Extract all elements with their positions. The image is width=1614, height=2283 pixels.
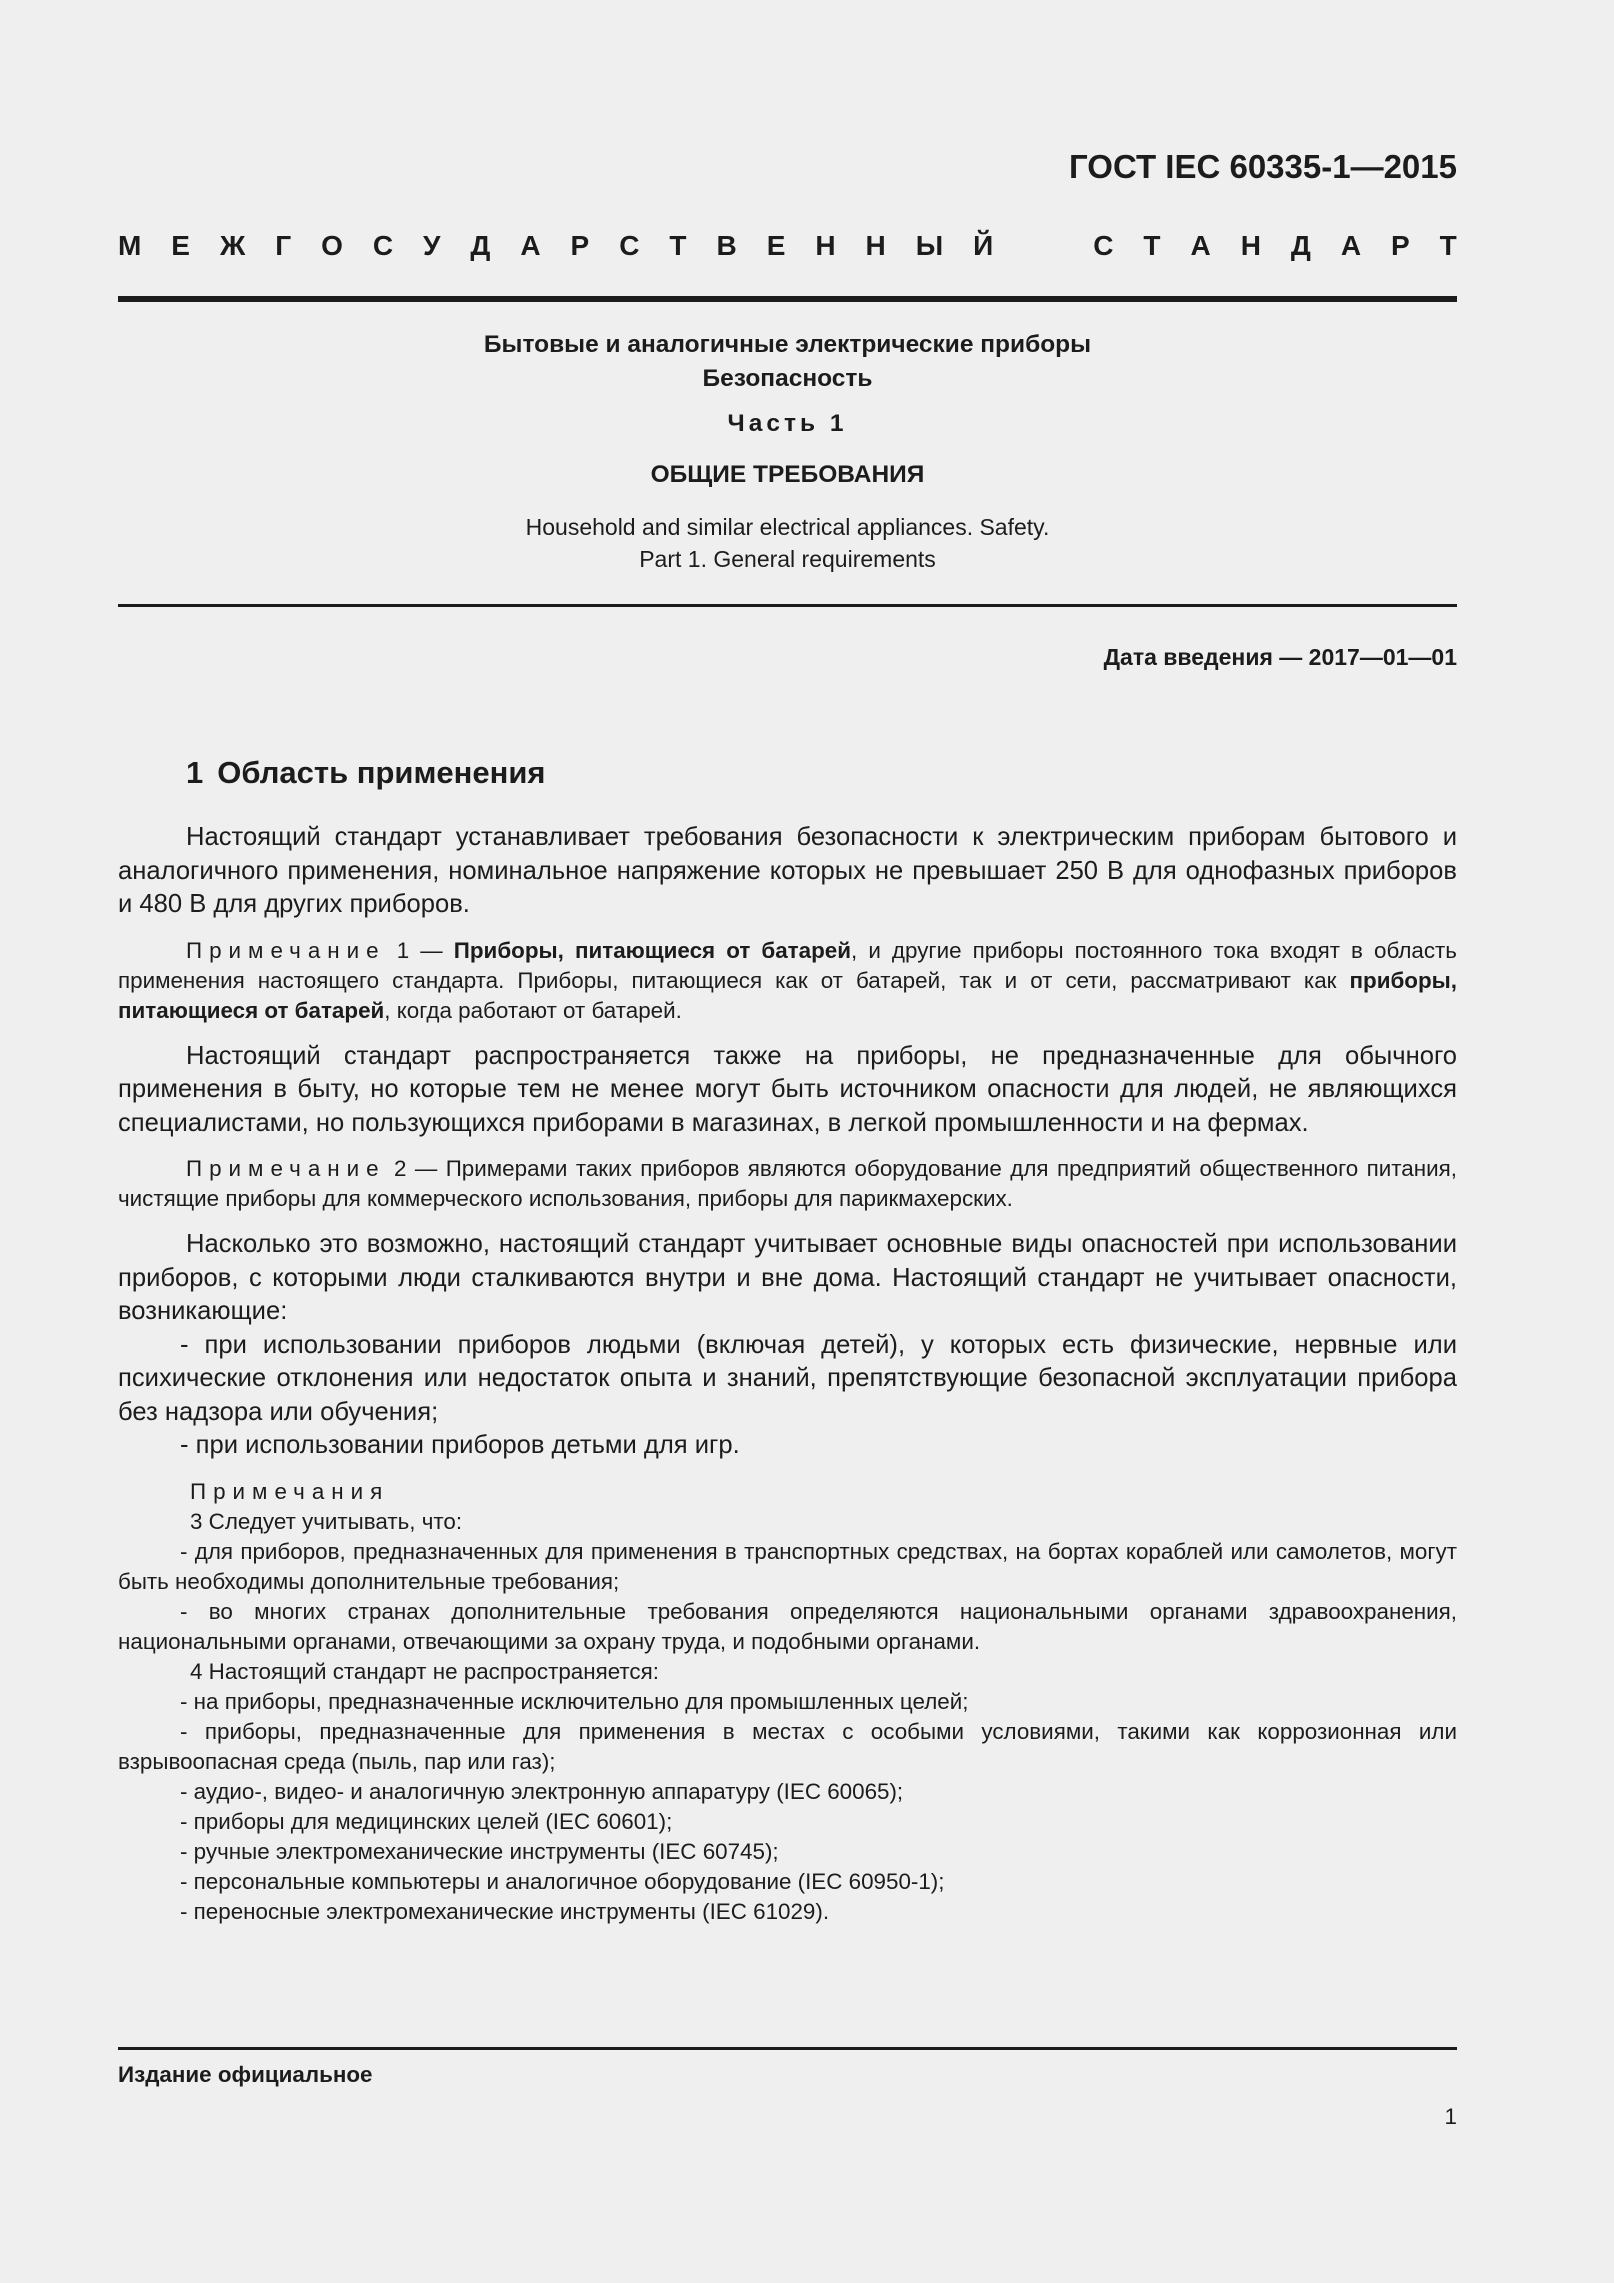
note-1-number: 1 —: [396, 937, 443, 963]
title-bottom-rule: [118, 604, 1457, 607]
word-gap: [1023, 230, 1063, 262]
interstate-letter: Р: [570, 230, 590, 261]
paragraph-3-dash-2: - при использовании приборов детьми для игр.: [180, 1431, 740, 1459]
part-label: Часть 1: [727, 410, 848, 437]
note-2: [118, 1154, 1457, 1214]
interstate-standard-heading: [118, 230, 1457, 262]
interstate-letter: Г: [275, 230, 292, 261]
interstate-letter: У: [423, 230, 441, 261]
interstate-letter: Т: [669, 230, 687, 261]
top-thick-rule: [118, 296, 1457, 302]
title-en-line2: Part 1. General requirements: [639, 546, 936, 572]
interstate-letter: Й: [973, 230, 994, 261]
document-page: [118, 0, 1457, 2283]
interstate-letter: Н: [865, 230, 886, 261]
note-2-label: Примечание: [186, 1156, 386, 1181]
note-4-dash-3: - аудио-, видео- и аналогичную электронную аппаратуру (IEC 60065);: [180, 1778, 904, 1804]
interstate-letter: Ж: [219, 230, 246, 261]
interstate-letter: Н: [1240, 230, 1261, 261]
interstate-letter: А: [1340, 230, 1362, 261]
note-3-dash-2: - во многих странах дополнительные требования определяются национальными органами здравоохранения, национальными органами, отвечающими за охрану труда, и подобными органами.: [118, 1598, 1457, 1654]
section-heading: [186, 755, 546, 791]
interstate-letter: Е: [171, 230, 190, 261]
body-text: [118, 821, 1457, 1927]
interstate-letter: С: [1093, 230, 1114, 261]
interstate-letter: С: [619, 230, 640, 261]
interstate-letter: Н: [815, 230, 836, 261]
section-title: Область применения: [217, 755, 546, 790]
note-1-label: Примечание: [186, 937, 386, 963]
note-1-text-1: , и другие приборы постоянного тока входят в область применения настоящего стандарта. Приборы, питающиеся как от батарей, так и от сети, рассматривают как: [118, 937, 1457, 993]
introduction-date: Дата введения — 2017—01—01: [1103, 644, 1457, 670]
note-4-dash-6: - персональные компьютеры и аналогичное оборудование (IEC 60950-1);: [180, 1868, 945, 1894]
official-edition-label: Издание официальное: [118, 2062, 373, 2087]
interstate-letter: А: [520, 230, 541, 261]
interstate-letter: Д: [470, 230, 491, 261]
note-4-dash-5: - ручные электромеханические инструменты (IEC 60745);: [180, 1838, 779, 1864]
interstate-letter: Д: [1290, 230, 1311, 261]
interstate-letter: В: [716, 230, 737, 261]
footer-rule: [118, 2047, 1457, 2050]
note-1: [118, 936, 1457, 1026]
note-4-heading: 4 Настоящий стандарт не распространяется:: [190, 1658, 659, 1684]
note-1-bold-1: Приборы, питающиеся от батарей: [453, 937, 851, 963]
note-2-text: Примерами таких приборов являются оборудование для предприятий общественного питания, чистящие приборы для коммерческого использования, приборы для парикмахерских.: [118, 1156, 1457, 1211]
interstate-letter: М: [118, 230, 142, 261]
note-3-dash-1: - для приборов, предназначенных для применения в транспортных средствах, на бортах кораблей или самолетов, могут быть необходимы дополнительные требования;: [118, 1538, 1457, 1594]
title-ru: [118, 328, 1457, 396]
requirements-title: ОБЩИЕ ТРЕБОВАНИЯ: [650, 461, 925, 488]
interstate-letter: С: [372, 230, 394, 261]
page-number: 1: [1444, 2104, 1457, 2129]
interstate-letter: Р: [1391, 230, 1410, 261]
notes-heading: Примечания: [190, 1478, 390, 1504]
paragraph-2: Настоящий стандарт распространяется также на приборы, не предназначенные для обычного применения в быту, но которые тем не менее могут быть источником опасности для людей, не являющихся специалистами, но пользующихся приборами в магазинах, в легкой промышленности и на фермах.: [118, 1041, 1457, 1137]
note-2-number: 2 —: [394, 1156, 438, 1181]
interstate-letter: Т: [1143, 230, 1161, 261]
note-4-dash-7: - переносные электромеханические инструменты (IEC 61029).: [180, 1898, 830, 1924]
note-1-text-2: , когда работают от батарей.: [384, 997, 682, 1023]
note-4-dash-1: - на приборы, предназначенные исключительно для промышленных целей;: [180, 1688, 969, 1714]
interstate-letter: Т: [1439, 230, 1457, 261]
note-4-dash-4: - приборы для медицинских целей (IEC 60601);: [180, 1808, 673, 1834]
interstate-letter: А: [1190, 230, 1211, 261]
note-3-heading: 3 Следует учитывать, что:: [190, 1508, 463, 1534]
title-en: [118, 511, 1457, 575]
interstate-letter: Е: [766, 230, 786, 261]
interstate-letter: О: [321, 230, 343, 261]
paragraph-1: Настоящий стандарт устанавливает требования безопасности к электрическим приборам бытового и аналогичного применения, номинальное напряжение которых не превышает 250 В для однофазных приборов и 480 В для других приборов.: [118, 823, 1457, 918]
paragraph-3-dash-1: - при использовании приборов людьми (включая детей), у которых есть физические, нервные или психические отклонения или недостаток опыта и знаний, препятствующие безопасной эксплуатации прибора без надзора или обучения;: [118, 1330, 1457, 1426]
title-ru-line2: Безопасность: [702, 365, 873, 392]
paragraph-3: Насколько это возможно, настоящий стандарт учитывает основные виды опасностей при использовании приборов, с которыми люди сталкиваются внутри и вне дома. Настоящий стандарт не учитывает опасности, возникающие:: [118, 1230, 1457, 1325]
interstate-letter: Ы: [915, 230, 944, 261]
section-number: 1: [186, 755, 204, 790]
note-4-dash-2: - приборы, предназначенные для применения в местах с особыми условиями, такими как коррозионная или взрывоопасная среда (пыль, пар или газ);: [118, 1718, 1457, 1774]
title-ru-line1: Бытовые и аналогичные электрические приборы: [483, 331, 1092, 358]
title-en-line1: Household and similar electrical appliances. Safety.: [525, 514, 1050, 540]
note-1-bold-2: приборы, питающиеся от батарей: [118, 967, 1457, 1023]
gost-code: ГОСТ IEC 60335-1—2015: [1069, 148, 1457, 185]
